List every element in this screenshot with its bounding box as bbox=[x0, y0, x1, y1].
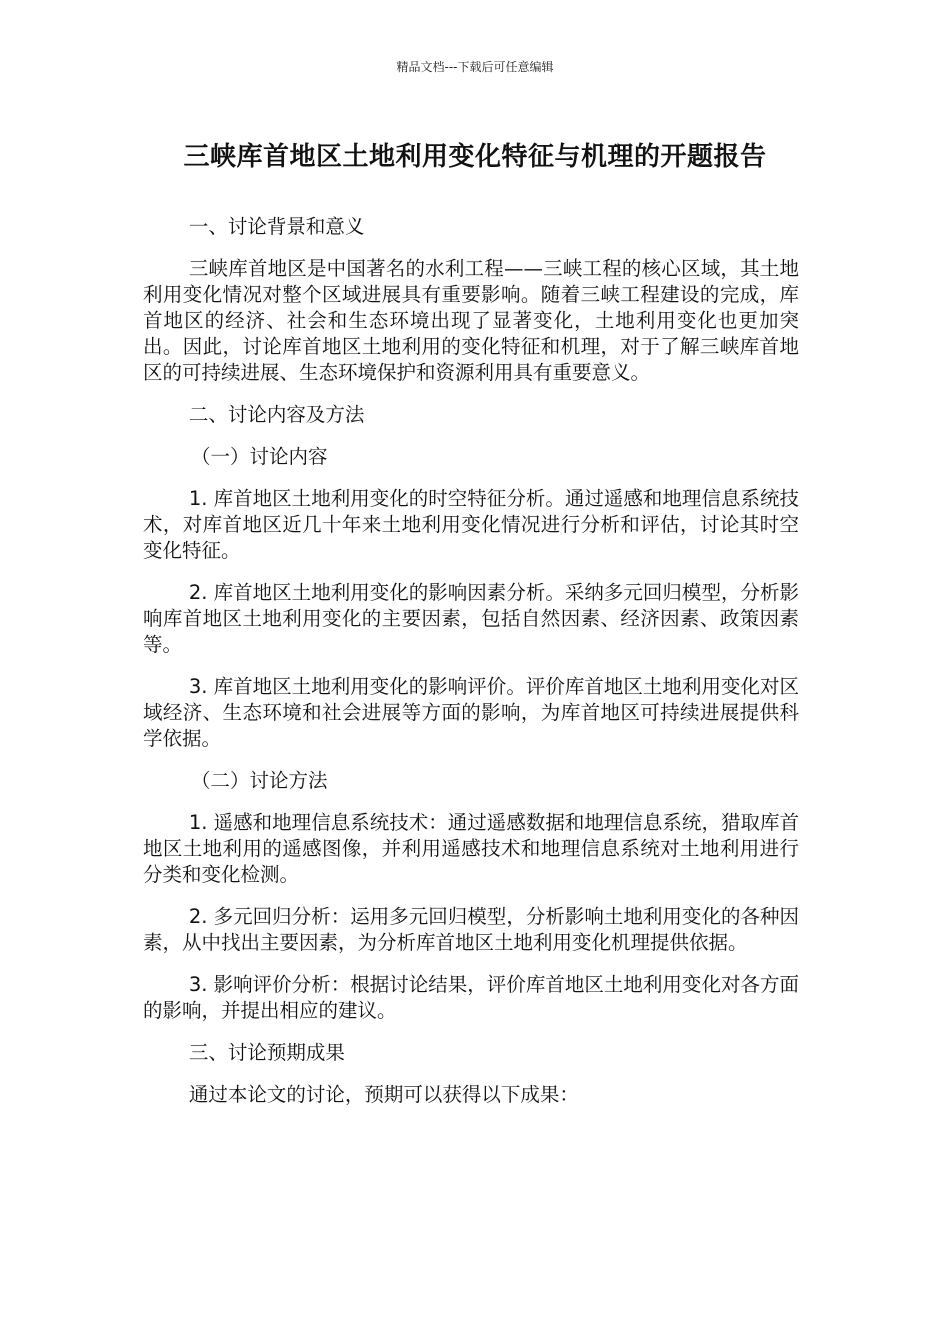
paragraph-method-3: 3. 影响评价分析：根据讨论结果，评价库首地区土地利用变化对各方面的影响，并提出相应的建议。 bbox=[143, 973, 799, 1022]
section-heading-content-methods: 二、讨论内容及方法 bbox=[188, 403, 365, 426]
paragraph-content-item-3: 3. 库首地区土地利用变化的影响评价。评价库首地区土地利用变化对区域经济、生态环境和社会进展等方面的影响，为库首地区可持续进展提供科学依据。 bbox=[143, 675, 799, 750]
subsection-heading-content: （一）讨论内容 bbox=[191, 445, 328, 468]
document-body bbox=[143, 214, 799, 1124]
section-heading-background: 一、讨论背景和意义 bbox=[188, 215, 365, 238]
paragraph-method-1: 1. 遥感和地理信息系统技术：通过遥感数据和地理信息系统，猎取库首地区土地利用的遥感图像，并利用遥感技术和地理信息系统对土地利用进行分类和变化检测。 bbox=[143, 811, 799, 886]
paragraph-background: 三峡库首地区是中国著名的水利工程——三峡工程的核心区域，其土地利用变化情况对整个区域进展具有重要影响。随着三峡工程建设的完成，库首地区的经济、社会和生态环境出现了显著变化，土地利用变化也更加突出。因此，讨论库首地区土地利用的变化特征和机理，对于了解三峡库首地区的可持续进展、生态环境保护和资源利用具有重要意义。 bbox=[143, 257, 799, 384]
paragraph-method-2: 2. 多元回归分析：运用多元回归模型，分析影响土地利用变化的各种因素，从中找出主要因素，为分析库首地区土地利用变化机理提供依据。 bbox=[143, 905, 799, 954]
subsection-heading-methods: （二）讨论方法 bbox=[191, 769, 328, 792]
header-note: 精品文档---下载后可任意编辑 bbox=[396, 60, 554, 74]
paragraph-content-item-2: 2. 库首地区土地利用变化的影响因素分析。采纳多元回归模型，分析影响库首地区土地利用变化的主要因素，包括自然因素、经济因素、政策因素等。 bbox=[143, 581, 799, 656]
paragraph-expected-results: 通过本论文的讨论，预期可以获得以下成果： bbox=[188, 1083, 579, 1106]
paragraph-content-item-1: 1. 库首地区土地利用变化的时空特征分析。通过遥感和地理信息系统技术，对库首地区近几十年来土地利用变化情况进行分析和评估，讨论其时空变化特征。 bbox=[143, 487, 799, 562]
document-title: 三峡库首地区土地利用变化特征与机理的开题报告 bbox=[183, 142, 767, 172]
section-heading-expected-results: 三、讨论预期成果 bbox=[188, 1041, 345, 1064]
